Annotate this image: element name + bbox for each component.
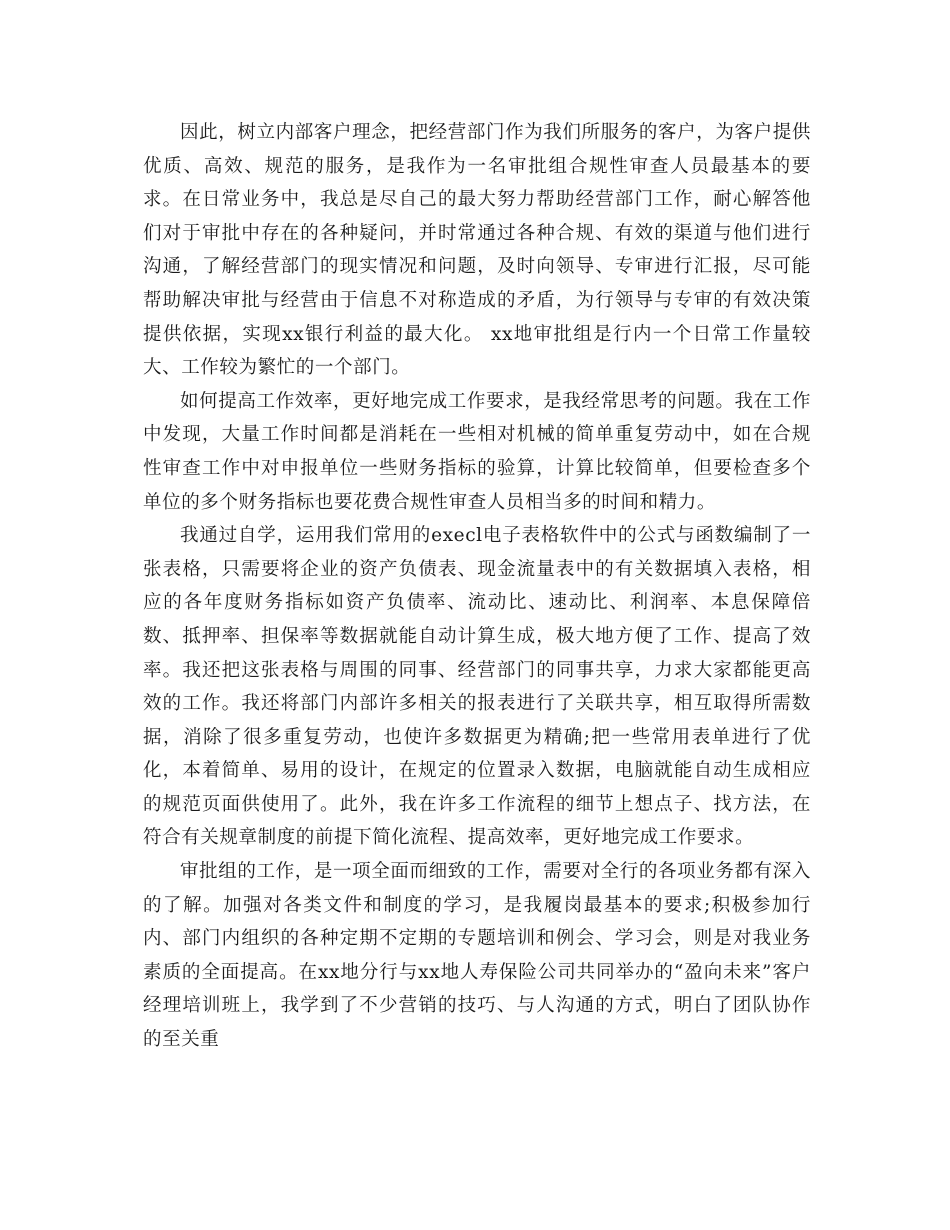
paragraph-spreadsheet-tool: 我通过自学，运用我们常用的execl电子表格软件中的公式与函数编制了一张表格，只需要将企业的资产负债表、现金流量表中的有关数据填入表格，相应的各年度财务指标如资产负债率、流动比、速动比、利润率、本息保障倍数、抵押率、担保率等数据就能自动计算生成，极大地方便了工作、提高了效率。我还把这张表格与周围的同事、经营部门的同事共享，力求大家都能更高效的工作。我还将部门内部许多相关的报表进行了关联共享，相互取得所需数据，消除了很多重复劳动，也使许多数据更为精确;把一些常用表单进行了优化，本着简单、易用的设计，在规定的位置录入数据，电脑就能自动生成相应的规范页面供使用了。此外，我在许多工作流程的细节上想点子、找方法，在符合有关规章制度的前提下简化流程、提高效率，更好地完成工作要求。 xyxy=(143,525,811,849)
document-body xyxy=(143,116,811,1057)
paragraph-training-study: 审批组的工作，是一项全面而细致的工作，需要对全行的各项业务都有深入的了解。加强对各类文件和制度的学习，是我履岗最基本的要求;积极参加行内、部门内组织的各种定期不定期的专题培训和例会、学习会，则是对我业务素质的全面提高。在xx地分行与xx地人寿保险公司共同举办的“盈向未来”客户经理培训班上，我学到了不少营销的技巧、与人沟通的方式，明白了团队协作的至关重 xyxy=(143,861,811,1051)
paragraph-internal-customer: 因此，树立内部客户理念，把经营部门作为我们所服务的客户，为客户提供优质、高效、规范的服务，是我作为一名审批组合规性审查人员最基本的要求。在日常业务中，我总是尽自己的最大努力帮助经营部门工作，耐心解答他们对于审批中存在的各种疑问，并时常通过各种合规、有效的渠道与他们进行沟通，了解经营部门的现实情况和问题，及时向领导、专审进行汇报，尽可能帮助解决审批与经营由于信息不对称造成的矛盾，为行领导与专审的有效决策提供依据，实现xx银行利益的最大化。 xx地审批组是行内一个日常工作量较大、工作较为繁忙的一个部门。 xyxy=(143,122,811,379)
paragraph-work-efficiency: 如何提高工作效率，更好地完成工作要求，是我经常思考的问题。我在工作中发现，大量工作时间都是消耗在一些相对机械的简单重复劳动中，如在合规性审查工作中对申报单位一些财务指标的验算，计算比较简单，但要检查多个单位的多个财务指标也要花费合规性审查人员相当多的时间和精力。 xyxy=(143,390,811,513)
